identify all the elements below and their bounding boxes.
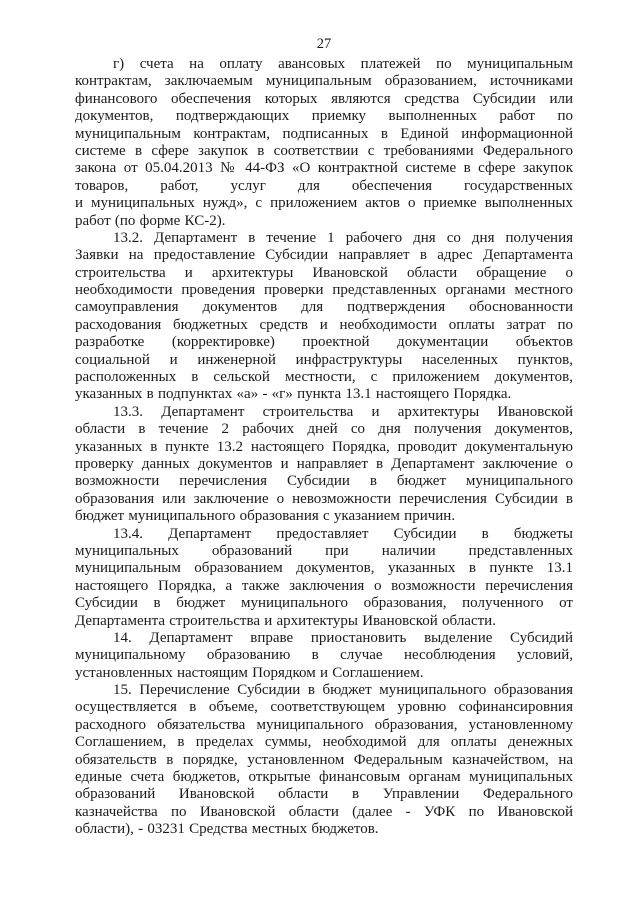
text-line: документов, подтверждающих приемку выполненных работ по [75, 108, 573, 125]
text-line: товаров, работ, услуг для обеспечения государственных [75, 177, 573, 194]
text-line: обязательств в порядке, установленном Федеральным казначейством, на [75, 751, 573, 768]
paragraph [75, 230, 573, 404]
paragraph [75, 404, 573, 526]
text-line: проверку данных документов и направляет в Департамент заключение о [75, 455, 573, 472]
text-line: расходования бюджетных средств и необходимости оплаты затрат по [75, 316, 573, 333]
text-line: указанных в подпунктах «а» - «г» пункта 13.1 настоящего Порядка. [75, 386, 512, 403]
text-line: единые счета бюджетов, открытые финансовым органам муниципальных [75, 769, 573, 786]
text-line: муниципальным образованием документов, указанных в пункте 13.1 [75, 560, 573, 577]
text-line: казначейства по Ивановской области (далее - УФК по Ивановской [75, 803, 573, 820]
text-line: Заявки на предоставление Субсидии направляет в адрес Департамента [75, 247, 573, 264]
text-line: системе в сфере закупок в соответствии с требованиями Федерального [75, 142, 573, 159]
document-body [75, 56, 573, 839]
text-line: области), - 03231 Средства местных бюджетов. [75, 821, 379, 838]
text-line: образований Ивановской области в Управлении Федерального [75, 786, 573, 803]
text-line: 13.4. Департамент предоставляет Субсидии в бюджеты [113, 525, 573, 542]
text-line: социальной и инженерной инфраструктуры населенных пунктов, [75, 351, 573, 368]
text-line: 14. Департамент вправе приостановить выделение Субсидий [113, 629, 573, 646]
text-line: финансового обеспечения которых являются средства Субсидии или [75, 90, 573, 107]
text-line: Субсидии в бюджет муниципального образования, полученного от [75, 595, 573, 612]
paragraph [75, 56, 573, 230]
paragraph [75, 526, 573, 630]
text-line: 13.2. Департамент в течение 1 рабочего дня со дня получения [113, 229, 573, 246]
text-line: Соглашением, в пределах суммы, необходимой для оплаты денежных [75, 734, 573, 751]
text-line: образования или заключение о невозможности перечисления Субсидии в [75, 490, 573, 507]
text-line: разработке (корректировке) проектной документации объектов [75, 334, 573, 351]
text-line: 13.3. Департамент строительства и архитектуры Ивановской [113, 403, 573, 420]
text-line: муниципальных образований при наличии представленных [75, 542, 573, 559]
page-number: 27 [316, 36, 332, 52]
text-line: муниципальным контрактам, подписанных в Единой информационной [75, 125, 573, 142]
text-line: осуществляется в объеме, соответствующем уровню софинансировния [75, 699, 573, 716]
text-line: области в течение 2 рабочих дней со дня получения документов, [75, 421, 573, 438]
text-line: настоящего Порядка, а также заключения о возможности перечисления [75, 577, 573, 594]
text-line: расположенных в сельской местности, с приложением документов, [75, 369, 573, 386]
paragraph [75, 630, 573, 682]
text-line: закона от 05.04.2013 № 44-ФЗ «О контрактной системе в сфере закупок [75, 160, 573, 177]
text-line: самоуправления документов для подтверждения обоснованности [75, 299, 573, 316]
text-line: 15. Перечисление Субсидии в бюджет муниципального образования [113, 682, 573, 699]
text-line: Департамента строительства и архитектуры Ивановской области. [75, 612, 496, 629]
text-line: работ (по форме КС-2). [75, 212, 226, 229]
text-line: контрактам, заключаемым муниципальным образованием, источниками [75, 73, 573, 90]
text-line: необходимости проведения проверки представленных органами местного [75, 282, 573, 299]
text-line: строительства и архитектуры Ивановской области обращение о [75, 264, 573, 281]
text-line: бюджет муниципального образования с указанием причин. [75, 508, 456, 525]
text-line: указанных в пункте 13.2 настоящего Порядка, проводит документальную [75, 438, 573, 455]
text-line: возможности перечисления Субсидии в бюджет муниципального [75, 473, 573, 490]
text-line: г) счета на оплату авансовых платежей по муниципальным [113, 56, 573, 72]
paragraph [75, 682, 573, 839]
text-line: и муниципальных нужд», с приложением актов о приемке выполненных [75, 195, 573, 212]
text-line: установленных настоящим Порядком и Соглашением. [75, 664, 424, 681]
text-line: расходного обязательства муниципального образования, установленному [75, 716, 573, 733]
text-line: муниципальному образованию в случае несоблюдения условий, [75, 647, 573, 664]
